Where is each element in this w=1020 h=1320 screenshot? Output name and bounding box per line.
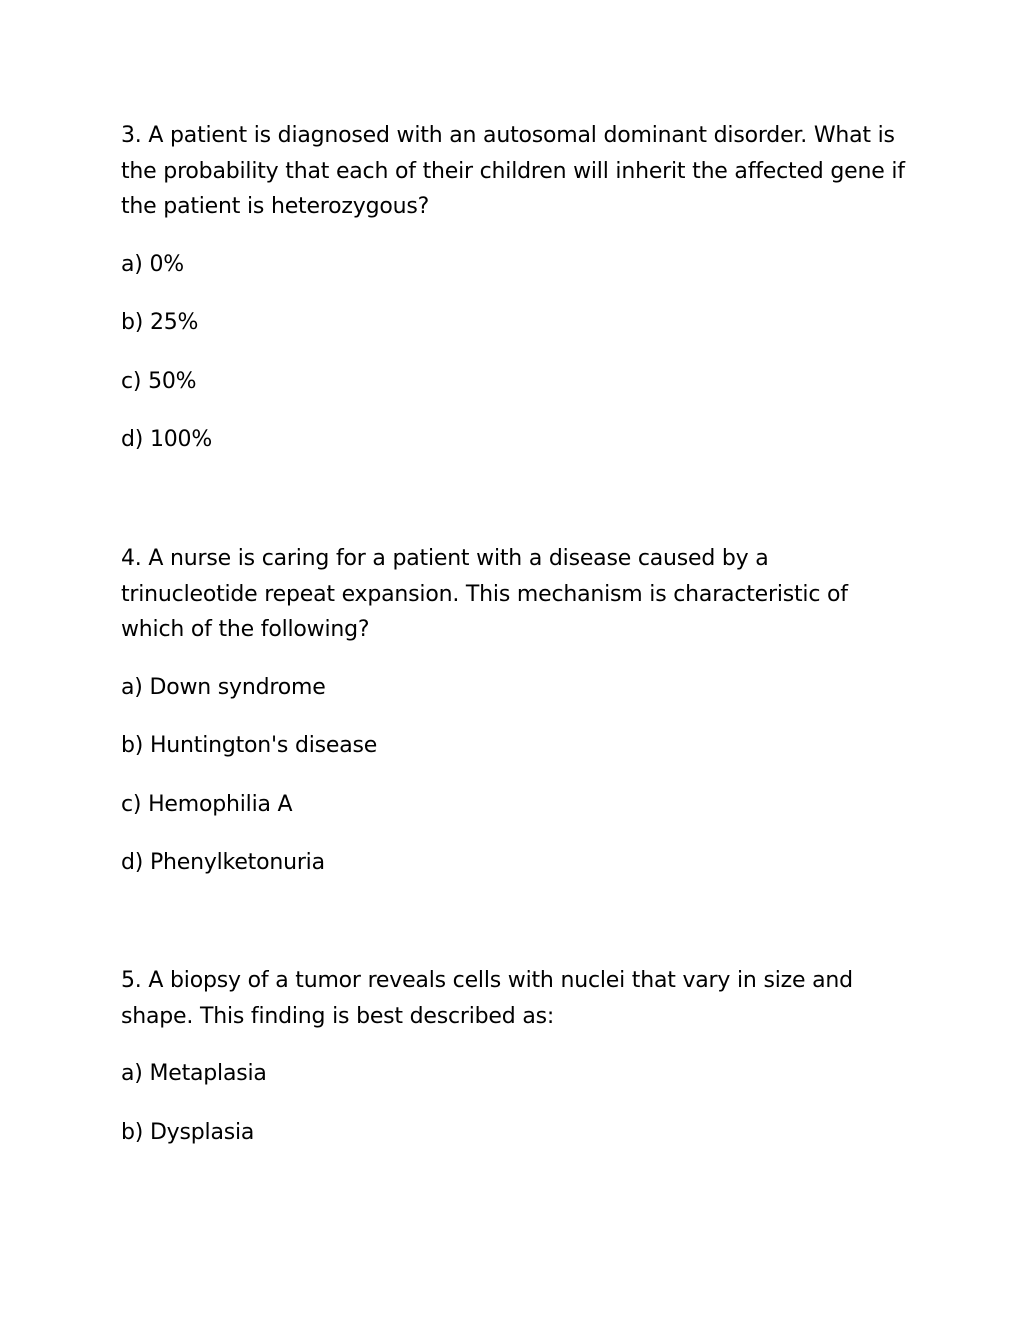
question-5	[121, 963, 911, 1150]
question-3	[121, 118, 911, 458]
option-a: a) Down syndrome	[121, 674, 326, 700]
option-c: c) 50%	[121, 368, 197, 394]
option-a: a) Metaplasia	[121, 1061, 267, 1086]
question-4	[121, 541, 911, 881]
option-b: b) Huntington's disease	[121, 733, 378, 758]
answer-options	[121, 1056, 911, 1150]
question-text: 3. A patient is diagnosed with an autosomal dominant disorder. What is the probability that each of their children will inherit the affected gene if the patient is heterozygous?	[121, 123, 905, 219]
option-b: b) 25%	[121, 310, 199, 335]
question-text: 5. A biopsy of a tumor reveals cells with nuclei that vary in size and shape. This finding is best described as:	[121, 968, 853, 1029]
answer-options	[121, 670, 911, 881]
question-text: 4. A nurse is caring for a patient with a disease caused by a trinucleotide repeat expansion. This mechanism is characteristic of which of the following?	[121, 546, 848, 642]
option-a: a) 0%	[121, 251, 184, 277]
option-c: c) Hemophilia A	[121, 791, 293, 817]
answer-options	[121, 247, 911, 458]
option-b: b) Dysplasia	[121, 1119, 255, 1145]
option-d: d) 100%	[121, 427, 213, 452]
option-d: d) Phenylketonuria	[121, 850, 325, 875]
